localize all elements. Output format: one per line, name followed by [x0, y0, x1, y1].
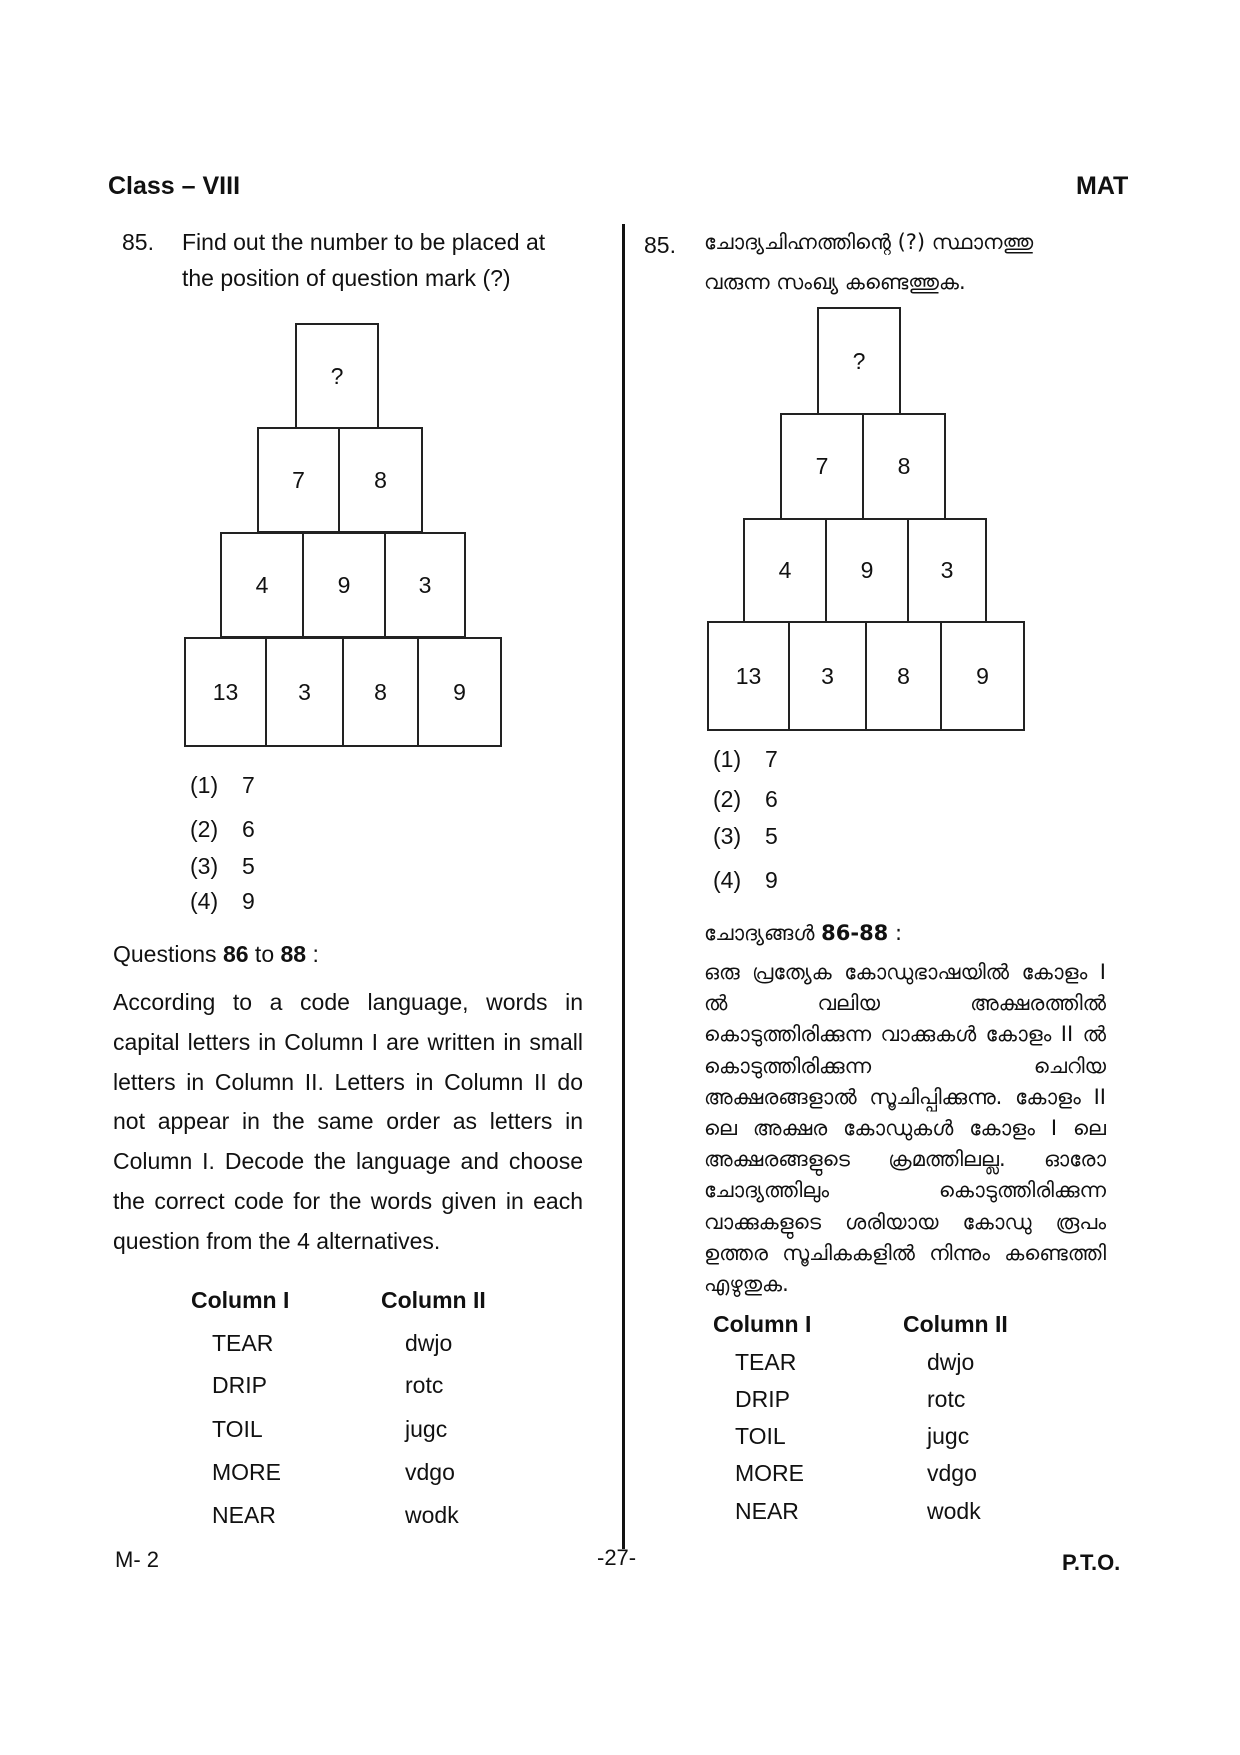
pyramid-cell: 13 [184, 637, 267, 747]
table-cell-word: NEAR [735, 1498, 799, 1524]
table-cell-code: jugc [405, 1416, 448, 1442]
pyramid-cell: 3 [907, 518, 987, 623]
column-header: Column I [713, 1311, 812, 1337]
table-cell-word: TOIL [735, 1423, 786, 1449]
answer-option[interactable] [190, 816, 255, 843]
table-cell-code: rotc [927, 1386, 966, 1412]
option-number: (1) [713, 746, 742, 772]
column-header: Column II [903, 1311, 1008, 1337]
question-text-line1: ചോദ്യചിഹ്നത്തിന്റെ (?) സ്ഥാനത്തു [704, 230, 1034, 254]
page-number: -27- [597, 1545, 637, 1570]
answer-option[interactable] [713, 823, 778, 850]
pyramid-cell: 9 [302, 532, 386, 638]
table-cell-word: TEAR [735, 1349, 797, 1375]
option-number: (1) [190, 772, 219, 798]
option-value: 5 [765, 823, 778, 849]
instructions-paragraph: ഒരു പ്രത്യേക കോഡുഭാഷയിൽ കോളം I ൽ വലിയ അക്ഷരത്തിൽ കൊടുത്തിരിക്കുന്ന വാക്കുകൾ കോളം II ൽ കൊടുത്തിരിക്കുന്ന ചെറിയ അക്ഷരങ്ങളാൽ സൂചിപ്പിക്കുന്നു. കോളം II ലെ അക്ഷര കോഡുകൾ കോളം I ലെ അക്ഷരങ്ങളുടെ ക്രമത്തിലല്ല. ഓരോ ചോദ്യത്തിലും കൊടുത്തിരിക്കുന്ന വാക്കുകളുടെ ശരിയായ കോഡു രൂപം ഉത്തര സൂചികകളിൽ നിന്നും കണ്ടെത്തി എഴുതുക. [704, 960, 1106, 1297]
option-value: 9 [765, 867, 778, 893]
subject-label: MAT [1076, 172, 1129, 200]
table-cell-word: NEAR [212, 1502, 276, 1528]
class-label: Class – VIII [108, 172, 241, 200]
answer-option[interactable] [713, 786, 778, 813]
table-cell-code: rotc [405, 1372, 444, 1398]
option-value: 7 [765, 746, 778, 772]
option-number: (4) [713, 867, 742, 893]
table-cell-code: jugc [927, 1423, 970, 1449]
pyramid-cell: 4 [220, 532, 304, 638]
heading-start-number: 86 [222, 941, 249, 967]
pyramid-cell: 8 [342, 637, 419, 747]
question-text-line2: the position of question mark (?) [182, 265, 511, 291]
table-cell-word: TOIL [212, 1416, 263, 1442]
heading-text: Questions [113, 941, 223, 967]
pyramid-cell: 8 [338, 427, 423, 533]
heading-end-number: 88 [280, 941, 307, 967]
option-number: (2) [190, 816, 219, 842]
table-cell-word: DRIP [735, 1386, 790, 1412]
paper-code: M- 2 [115, 1547, 159, 1572]
answer-option[interactable] [190, 853, 255, 880]
table-cell-word: MORE [212, 1459, 281, 1485]
question-number: 85. [644, 232, 676, 258]
option-value: 6 [242, 816, 255, 842]
option-value: 5 [242, 853, 255, 879]
option-number: (2) [713, 786, 742, 812]
pyramid-cell: 7 [257, 427, 340, 533]
answer-option[interactable] [190, 772, 255, 799]
pyramid-cell: 3 [384, 532, 466, 638]
option-number: (3) [190, 853, 219, 879]
heading-range: 86-88 [821, 921, 889, 945]
table-cell-word: DRIP [212, 1372, 267, 1398]
table-cell-code: wodk [927, 1498, 981, 1524]
pyramid-cell: 9 [940, 621, 1025, 731]
column-header: Column II [381, 1287, 486, 1313]
answer-option[interactable] [713, 867, 778, 894]
pyramid-cell: 13 [707, 621, 790, 731]
option-number: (3) [713, 823, 742, 849]
pyramid-cell: 8 [865, 621, 942, 731]
table-cell-word: TEAR [212, 1330, 274, 1356]
instructions-paragraph: According to a code language, words in capital letters in Column I are written in small letters in Column II. Letters in Column II do not appear in the same order as letters in Column I. Decode the language and choose the correct code for the words given in each question from the 4 alternatives. [113, 989, 583, 1254]
pyramid-cell: 3 [788, 621, 867, 731]
question-text-line2: വരുന്ന സംഖ്യ കണ്ടെത്തുക. [704, 270, 966, 294]
section-heading [704, 921, 902, 946]
table-cell-code: dwjo [927, 1349, 975, 1375]
heading-text: : [888, 921, 903, 945]
pyramid-cell: 7 [780, 413, 864, 520]
section-heading [113, 941, 319, 968]
pyramid-cell: 8 [862, 413, 946, 520]
pyramid-cell: ? [817, 307, 901, 415]
table-cell-code: vdgo [405, 1459, 455, 1485]
pyramid-cell: 9 [825, 518, 909, 623]
option-value: 7 [242, 772, 255, 798]
option-value: 6 [765, 786, 778, 812]
table-cell-word: MORE [735, 1460, 804, 1486]
heading-text: : [306, 941, 319, 967]
heading-text: to [248, 941, 281, 967]
heading-text: ചോദ്യങ്ങൾ [704, 921, 822, 945]
question-text-line1: Find out the number to be placed at [182, 229, 546, 255]
option-value: 9 [242, 888, 255, 914]
pyramid-cell: 3 [265, 637, 344, 747]
question-number: 85. [122, 229, 154, 255]
answer-option[interactable] [190, 888, 255, 915]
option-number: (4) [190, 888, 219, 914]
column-header: Column I [191, 1287, 290, 1313]
pyramid-cell: ? [295, 323, 379, 429]
table-cell-code: dwjo [405, 1330, 453, 1356]
answer-option[interactable] [713, 746, 778, 773]
pyramid-cell: 9 [417, 637, 502, 747]
pto-label: P.T.O. [1062, 1550, 1121, 1575]
table-cell-code: vdgo [927, 1460, 977, 1486]
table-cell-code: wodk [405, 1502, 459, 1528]
column-divider [622, 224, 625, 1549]
pyramid-cell: 4 [743, 518, 827, 623]
